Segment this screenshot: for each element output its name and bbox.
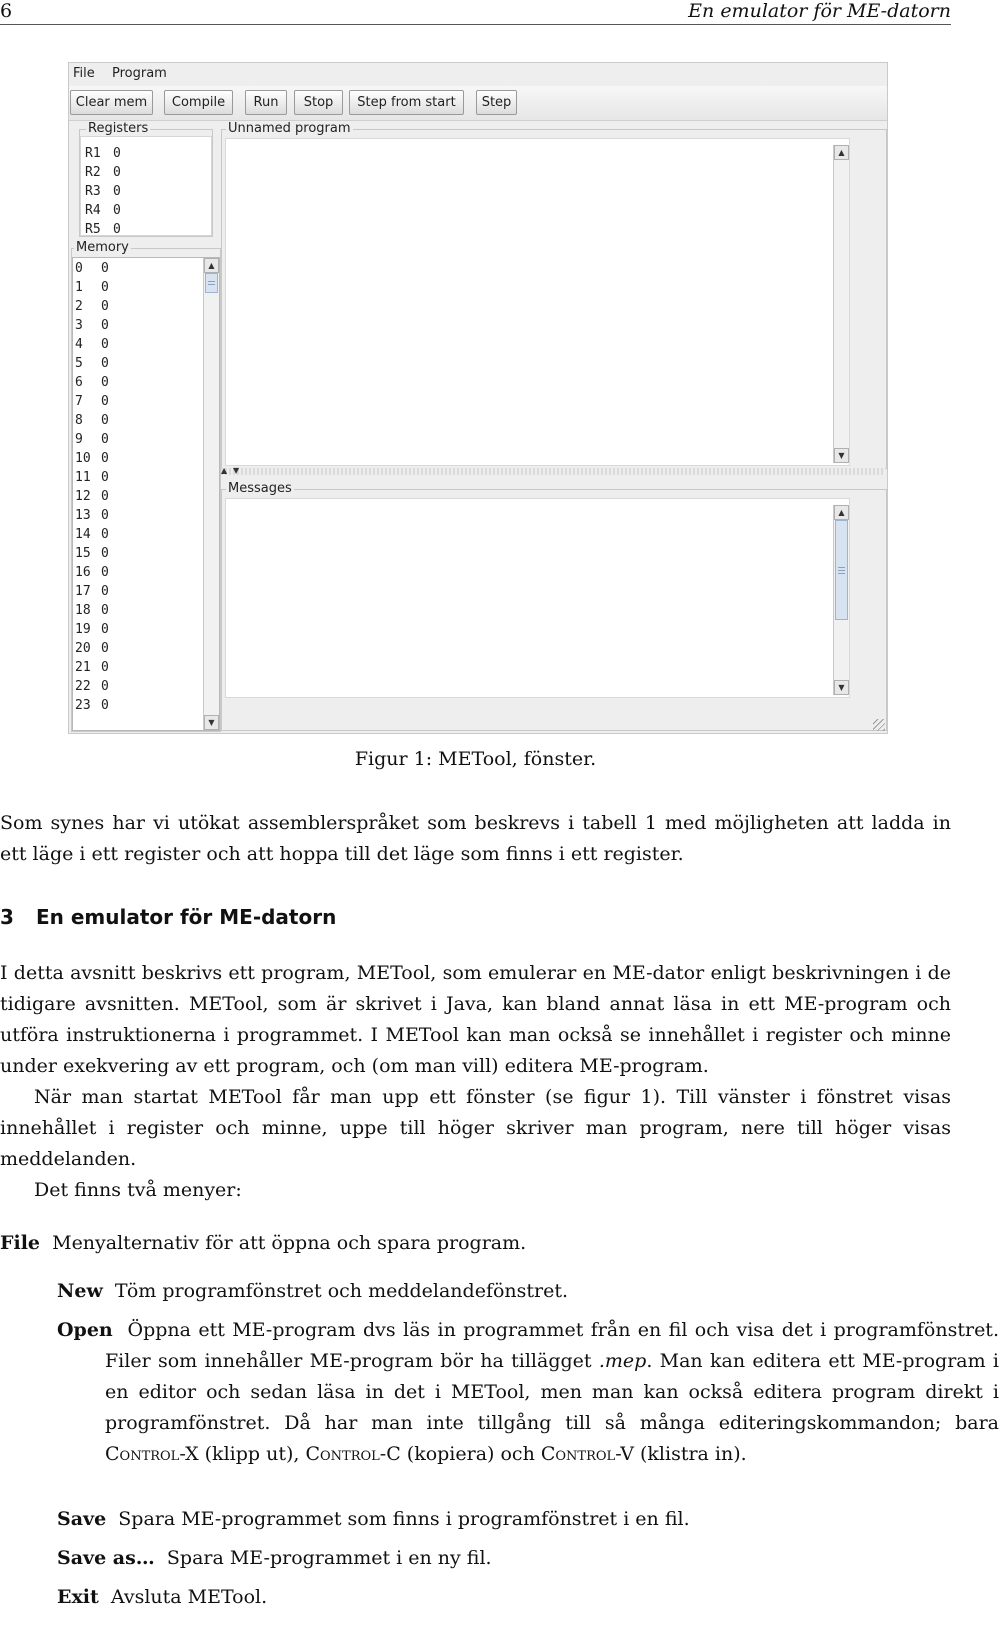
memory-address: 19 (75, 622, 91, 637)
memory-address: 2 (75, 299, 83, 314)
memory-row (75, 430, 195, 449)
register-name: R5 (85, 222, 101, 237)
scroll-down-arrow-icon[interactable]: ▼ (834, 448, 849, 463)
term-open: Open (57, 1319, 113, 1341)
menu-program[interactable]: Program (112, 66, 167, 81)
memory-value: 0 (101, 394, 109, 409)
new-description: Töm programfönstret och meddelandefönstret. (114, 1280, 569, 1302)
registers-panel (79, 121, 213, 237)
memory-address: 14 (75, 527, 91, 542)
register-row (85, 163, 121, 182)
messages-scrollbar[interactable] (833, 505, 849, 695)
page-header (0, 0, 951, 25)
menu-item-save (57, 1504, 951, 1535)
registers-title: Registers (88, 121, 149, 136)
program-panel (221, 121, 887, 469)
memory-row (75, 677, 195, 696)
memory-panel (71, 240, 221, 732)
open-description-1: Öppna ett ME-program dvs läs in programmet från en fil och visa det i programfönstret. Filer som innehåller ME-program bör ha tillägget (105, 1319, 999, 1372)
term-save-as: Save as… (57, 1547, 155, 1569)
program-title: Unnamed program (228, 121, 351, 136)
split-pane-divider[interactable] (221, 468, 885, 475)
memory-value: 0 (101, 261, 109, 276)
file-extension: .mep (598, 1350, 647, 1372)
memory-address: 22 (75, 679, 91, 694)
memory-address: 11 (75, 470, 91, 485)
save-as-description: Spara ME-programmet i en ny fil. (166, 1547, 492, 1569)
memory-value: 0 (101, 451, 109, 466)
memory-address: 20 (75, 641, 91, 656)
term-save: Save (57, 1508, 107, 1530)
register-name: R1 (85, 146, 101, 161)
messages-title: Messages (228, 481, 292, 496)
memory-address: 13 (75, 508, 91, 523)
memory-row (75, 354, 195, 373)
control-key-word: Control (105, 1443, 180, 1465)
step-button[interactable]: Step (476, 90, 517, 115)
memory-value: 0 (101, 299, 109, 314)
register-value: 0 (113, 165, 121, 180)
stop-button[interactable]: Stop (294, 90, 343, 115)
memory-row (75, 487, 195, 506)
messages-panel (221, 481, 887, 731)
save-description: Spara ME-programmet som finns i programfönstret i en fil. (118, 1508, 690, 1530)
memory-value: 0 (101, 280, 109, 295)
memory-value: 0 (101, 641, 109, 656)
memory-address: 4 (75, 337, 83, 352)
paste-shortcut: -V (klistra in). (615, 1443, 747, 1465)
messages-area[interactable] (225, 498, 850, 698)
memory-scrollbar[interactable] (203, 258, 219, 730)
control-key-word: Control (540, 1443, 616, 1465)
memory-title: Memory (76, 240, 129, 255)
scroll-thumb[interactable] (205, 273, 218, 293)
section-title: En emulator för ME-datorn (36, 905, 337, 929)
paragraph: Det finns två menyer: (34, 1179, 242, 1201)
scroll-thumb[interactable] (835, 520, 848, 620)
register-value: 0 (113, 203, 121, 218)
register-row (85, 182, 121, 201)
register-value: 0 (113, 184, 121, 199)
memory-value: 0 (101, 603, 109, 618)
scroll-up-arrow-icon[interactable]: ▲ (834, 145, 849, 160)
register-value: 0 (113, 146, 121, 161)
memory-address: 0 (75, 261, 83, 276)
registers-list (80, 136, 212, 236)
memory-value: 0 (101, 546, 109, 561)
menu-item-open (57, 1315, 999, 1470)
memory-row (75, 658, 195, 677)
exit-description: Avsluta METool. (110, 1586, 268, 1608)
memory-value: 0 (101, 679, 109, 694)
control-key-word: Control (305, 1443, 380, 1465)
register-row (85, 201, 121, 220)
memory-address: 12 (75, 489, 91, 504)
memory-address: 1 (75, 280, 83, 295)
memory-row (75, 639, 195, 658)
running-title: En emulator för ME-datorn (688, 0, 951, 22)
memory-value: 0 (101, 660, 109, 675)
memory-address: 17 (75, 584, 91, 599)
menu-bar (69, 63, 887, 85)
memory-address: 10 (75, 451, 91, 466)
memory-value: 0 (101, 356, 109, 371)
menu-item-save-as (57, 1543, 951, 1574)
memory-value: 0 (101, 584, 109, 599)
memory-row (75, 316, 195, 335)
figure-caption: Figur 1: METool, fönster. (354, 748, 597, 770)
run-button[interactable]: Run (245, 90, 287, 115)
memory-address: 9 (75, 432, 83, 447)
memory-value: 0 (101, 489, 109, 504)
paragraph: När man startat METool får man upp ett fönster (se figur 1). Till vänster i fönstret visas innehållet i register och minne, uppe till höger skriver man program, nere till höger visas meddelanden. (0, 1086, 951, 1170)
paragraph: I detta avsnitt beskrivs ett program, METool, som emulerar en ME-dator enligt beskrivningen i de tidigare avsnitten. METool, som är skrivet i Java, kan bland annat läsa in ett ME-program och utföra instruktionerna i programmet. I METool kan man också se innehållet i register och minne under exekvering av ett program, och (om man vill) editera ME-program. (0, 962, 951, 1077)
memory-row (75, 620, 195, 639)
memory-value: 0 (101, 375, 109, 390)
memory-address: 6 (75, 375, 83, 390)
grip-icon (208, 281, 215, 282)
memory-value: 0 (101, 432, 109, 447)
memory-row (75, 297, 195, 316)
scroll-up-arrow-icon[interactable]: ▲ (204, 258, 219, 273)
register-value: 0 (113, 222, 121, 237)
open-description-2: . Man kan editera ett ME-program i en editor och sedan läsa in det i METool, men man kan också editera program direkt i programfönstret. Då har man inte tillgång till så många editeringskommandon; bara (105, 1350, 999, 1434)
page-number: 6 (0, 0, 13, 22)
memory-row (75, 373, 195, 392)
grip-icon (838, 567, 845, 568)
memory-row (75, 449, 195, 468)
copy-shortcut: -C (kopiera) och (379, 1443, 541, 1465)
memory-value: 0 (101, 413, 109, 428)
memory-address: 16 (75, 565, 91, 580)
resize-grip-icon[interactable] (873, 719, 885, 731)
memory-row (75, 259, 195, 278)
memory-value: 0 (101, 622, 109, 637)
toolbar (69, 86, 887, 121)
memory-address: 8 (75, 413, 83, 428)
register-name: R4 (85, 203, 101, 218)
memory-row (75, 392, 195, 411)
metool-window-figure (68, 62, 888, 734)
collapse-down-arrow-icon[interactable]: ▼ (233, 466, 240, 475)
grip-icon (208, 284, 215, 285)
memory-row (75, 601, 195, 620)
term-new: New (57, 1280, 103, 1302)
clear-mem-button[interactable]: Clear mem (70, 90, 153, 115)
memory-row (75, 335, 195, 354)
memory-row (75, 468, 195, 487)
section-heading (0, 905, 336, 929)
register-row (85, 220, 121, 239)
scroll-down-arrow-icon[interactable]: ▼ (834, 680, 849, 695)
term-exit: Exit (57, 1586, 99, 1608)
register-name: R2 (85, 165, 101, 180)
scroll-up-arrow-icon[interactable]: ▲ (834, 505, 849, 520)
grip-icon (838, 573, 845, 574)
menu-file[interactable]: File (73, 66, 95, 81)
compile-button[interactable]: Compile (164, 90, 233, 115)
cut-shortcut: -X (klipp ut), (179, 1443, 306, 1465)
scroll-down-arrow-icon[interactable]: ▼ (204, 715, 219, 730)
memory-address: 21 (75, 660, 91, 675)
memory-address: 3 (75, 318, 83, 333)
memory-row (75, 696, 195, 715)
menu-item-new (57, 1276, 951, 1307)
memory-row (75, 506, 195, 525)
collapse-up-arrow-icon[interactable]: ▲ (221, 466, 228, 475)
memory-row (75, 278, 195, 297)
memory-list[interactable] (72, 257, 220, 731)
section-number: 3 (0, 905, 14, 929)
memory-address: 18 (75, 603, 91, 618)
memory-row (75, 563, 195, 582)
memory-value: 0 (101, 508, 109, 523)
register-row (85, 144, 121, 163)
memory-value: 0 (101, 565, 109, 580)
grip-icon (838, 570, 845, 571)
intro-paragraph: Som synes har vi utökat assemblerspråket som beskrevs i tabell 1 med möjligheten att ladda in ett läge i ett register och att hoppa till det läge som finns i ett register. (0, 812, 951, 865)
file-description: Menyalternativ för att öppna och spara program. (52, 1232, 527, 1254)
memory-value: 0 (101, 318, 109, 333)
program-scrollbar[interactable] (833, 145, 849, 463)
memory-address: 23 (75, 698, 91, 713)
register-name: R3 (85, 184, 101, 199)
step-from-start-button[interactable]: Step from start (349, 90, 464, 115)
memory-value: 0 (101, 470, 109, 485)
memory-value: 0 (101, 337, 109, 352)
memory-row (75, 525, 195, 544)
program-editor[interactable] (225, 138, 850, 466)
memory-value: 0 (101, 698, 109, 713)
memory-row (75, 582, 195, 601)
memory-address: 15 (75, 546, 91, 561)
memory-address: 7 (75, 394, 83, 409)
memory-value: 0 (101, 527, 109, 542)
menu-file-entry (0, 1228, 951, 1259)
menu-item-exit (57, 1582, 951, 1613)
memory-address: 5 (75, 356, 83, 371)
term-file: File (0, 1232, 41, 1254)
memory-row (75, 544, 195, 563)
memory-row (75, 411, 195, 430)
